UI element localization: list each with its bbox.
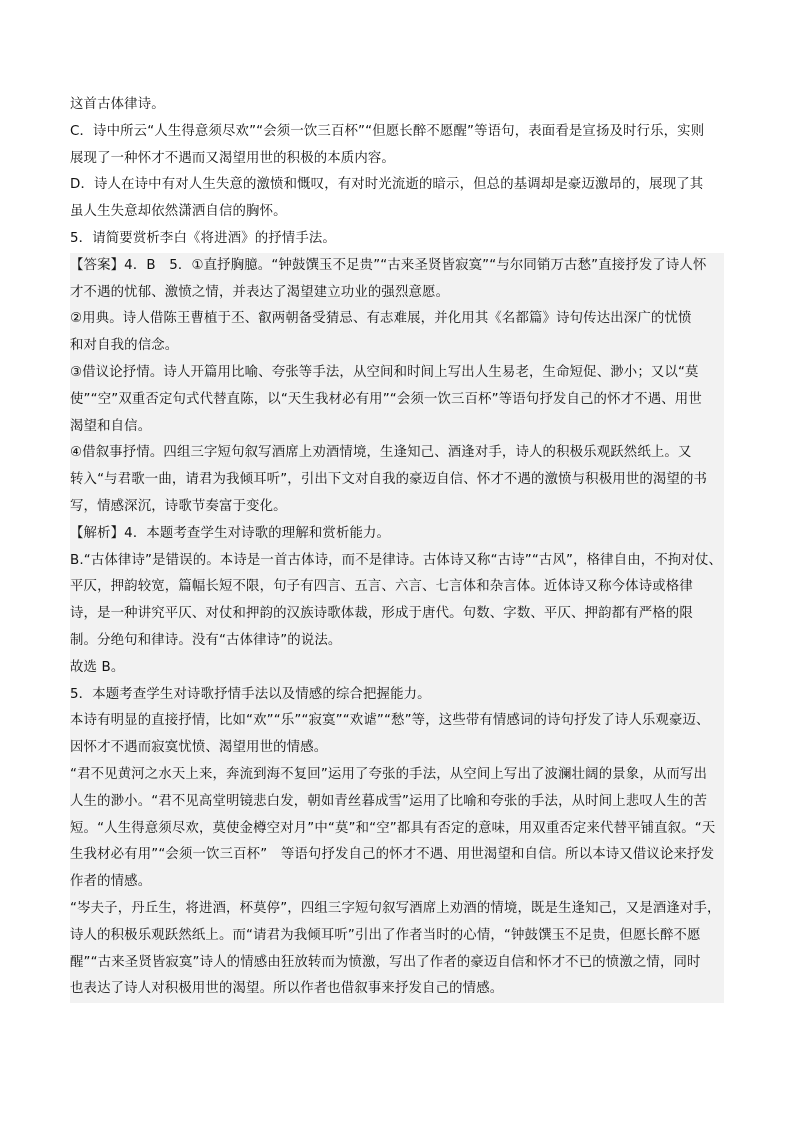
text-line: C．诗中所云“人生得意须尽欢”“会须一饮三百杯”“但愿长醉不愿醒”等语句，表面看是宣扬及时行乐，实则 (70, 123, 705, 139)
question-5-line: 5．请简要赏析李白《将进酒》的抒情手法。 (70, 230, 336, 246)
analysis-line: 5．本题考查学生对诗歌抒情手法以及情感的综合把握能力。 (70, 682, 724, 709)
answer-line: 【答案】4．B 5．①直抒胸臆。“钟鼓馔玉不足贵”“古来圣贤皆寂寞”“与尔同销万古愁”直接抒发了诗人怀 (70, 253, 724, 280)
document-body (70, 92, 724, 1003)
analysis-line: 短。“人生得意须尽欢，莫使金樽空对月”中“莫”和“空”都具有否定的意味，用双重否定来代替平铺直叙。“天 (70, 816, 724, 843)
analysis-line: 故选 B。 (70, 655, 724, 682)
answer-line: 写，情感深沉，诗歌节奏富于变化。 (70, 494, 724, 521)
analysis-line: 作者的情感。 (70, 869, 724, 896)
answer-line: 转入“与君歌一曲，请君为我倾耳听”，引出下文对自我的豪迈自信、怀才不遇的激愤与积极用世的渴望的书 (70, 467, 724, 494)
analysis-line: “岑夫子，丹丘生，将进酒，杯莫停”，四组三字短句叙写酒席上劝酒的情境，既是生逢知己，又是酒逢对手， (70, 896, 724, 923)
analysis-line: “君不见黄河之水天上来，奔流到海不复回”运用了夸张的手法，从空间上写出了波澜壮阔的景象，从而写出 (70, 762, 724, 789)
text-line: 展现了一种怀才不遇而又渴望用世的积极的本质内容。 (70, 150, 395, 166)
analysis-line: 诗，是一种讲究平仄、对仗和押韵的汉族诗歌体裁，形成于唐代。句数、字数、平仄、押韵都有严格的限 (70, 601, 724, 628)
analysis-line: 生我材必有用”“会须一饮三百杯” 等语句抒发自己的怀才不遇、用世渴望和自信。所以本诗又借议论来抒发 (70, 842, 724, 869)
answer-line: 和对自我的信念。 (70, 333, 724, 360)
analysis-line: 也表达了诗人对积极用世的渴望。所以作者也借叙事来抒发自己的情感。 (70, 976, 724, 1003)
answer-line: ④借叙事抒情。四组三字短句叙写酒席上劝酒情境，生逢知己、酒逢对手，诗人的积极乐观跃然纸上。又 (70, 440, 724, 467)
analysis-line: 【解析】4．本题考查学生对诗歌的理解和赏析能力。 (70, 521, 724, 548)
analysis-line: 人生的渺小。“君不见高堂明镜悲白发，朝如青丝暮成雪”运用了比喻和夸张的手法，从时间上悲叹人生的苦 (70, 789, 724, 816)
analysis-line: 制。分绝句和律诗。没有“古体律诗”的说法。 (70, 628, 724, 655)
analysis-line: 醒”“古来圣贤皆寂寞”诗人的情感由狂放转而为愤激，写出了作者的豪迈自信和怀才不已的愤激之情，同时 (70, 950, 724, 977)
text-line: 这首古体律诗。 (70, 97, 165, 112)
answer-line: 才不遇的忧郁、激愤之情，并表达了渴望建立功业的强烈意愿。 (70, 280, 724, 307)
text-line: 虽人生失意却依然潇洒自信的胸怀。 (70, 204, 287, 220)
analysis-line: 本诗有明显的直接抒情，比如“欢”“乐”“寂寞”“欢谑”“愁”等，这些带有情感词的诗句抒发了诗人乐观豪迈、 (70, 708, 724, 735)
analysis-line: B.“古体律诗”是错误的。本诗是一首古体诗，而不是律诗。古体诗又称“古诗”“古风”，格律自由，不拘对仗、 (70, 548, 724, 575)
answer-line: ②用典。诗人借陈王曹植于丕、叡两朝备受猜忌、有志难展，并化用其《名都篇》诗句传达出深广的忧愤 (70, 306, 724, 333)
text-line: D．诗人在诗中有对人生失意的激愤和慨叹，有对时光流逝的暗示，但总的基调却是豪迈激昂的，展现了其 (70, 177, 704, 193)
answer-line: 渴望和自信。 (70, 414, 724, 441)
analysis-line: 诗人的积极乐观跃然纸上。而“请君为我倾耳听”引出了作者当时的心情，“钟鼓馔玉不足贵，但愿长醉不愿 (70, 923, 724, 950)
analysis-line: 平仄，押韵较宽，篇幅长短不限，句子有四言、五言、六言、七言体和杂言体。近体诗又称今体诗或格律 (70, 574, 724, 601)
answer-line: 使”“空”双重否定句式代替直陈，以“天生我材必有用”“会须一饮三百杯”等语句抒发自己的怀才不遇、用世 (70, 387, 724, 414)
answer-line: ③借议论抒情。诗人开篇用比喻、夸张等手法，从空间和时间上写出人生易老，生命短促、渺小；又以“莫 (70, 360, 724, 387)
analysis-line: 因怀才不遇而寂寞忧愤、渴望用世的情感。 (70, 735, 724, 762)
